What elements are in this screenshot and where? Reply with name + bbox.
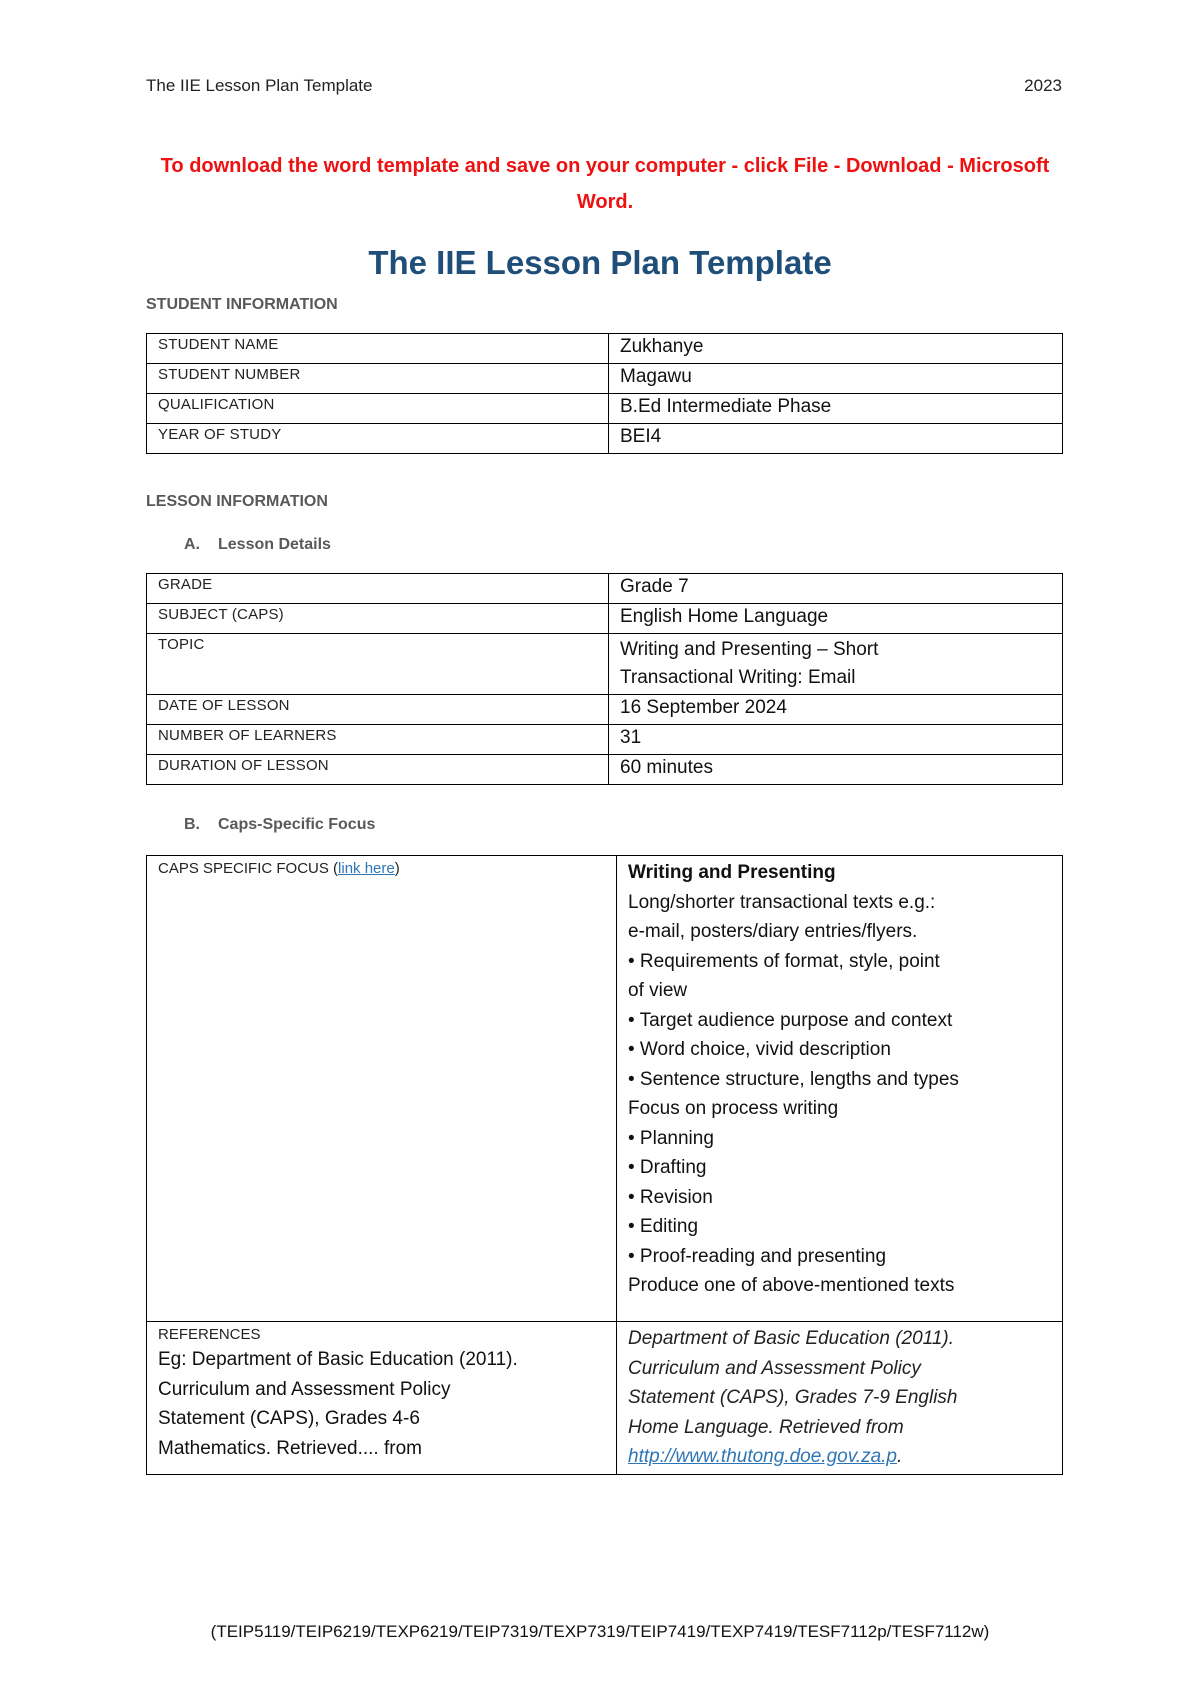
caps-line: of view	[628, 980, 688, 1001]
grade-value: Grade 7	[609, 574, 1063, 604]
table-row	[147, 1322, 1063, 1475]
references-label-cell	[147, 1322, 617, 1475]
reference-example-line: Curriculum and Assessment Policy	[158, 1378, 451, 1400]
date-label: DATE OF LESSON	[147, 695, 609, 725]
table-row	[147, 725, 1063, 755]
reference-line: Home Language. Retrieved from	[628, 1416, 904, 1438]
page-header	[146, 76, 1062, 96]
table-row	[147, 574, 1063, 604]
table-row	[147, 755, 1063, 785]
reference-line: Curriculum and Assessment Policy	[628, 1357, 921, 1379]
caps-line: • Revision	[628, 1186, 713, 1208]
table-row	[147, 604, 1063, 634]
table-row	[147, 334, 1063, 364]
student-info-heading: STUDENT INFORMATION	[146, 296, 338, 313]
student-info-table	[146, 333, 1063, 454]
caps-line: • Requirements of format, style, point	[628, 950, 940, 972]
caps-line: • Word choice, vivid description	[628, 1039, 891, 1060]
subject-label: SUBJECT (CAPS)	[147, 604, 609, 634]
course-codes-footer: (TEIP5119/TEIP6219/TEXP6219/TEIP7319/TEXP7319/TEIP7419/TEXP7419/TESF7112p/TESF7112w)	[210, 1622, 990, 1641]
caps-focus-heading-text: Writing and Presenting	[628, 862, 836, 883]
student-number-label: STUDENT NUMBER	[147, 364, 609, 394]
download-notice: To download the word template and save on your computer - click File - Download - Microsoft Word.	[160, 155, 1050, 213]
student-name-label: STUDENT NAME	[147, 334, 609, 364]
lesson-info-heading: LESSON INFORMATION	[146, 493, 328, 510]
caps-focus-value	[617, 856, 1063, 1322]
reference-line: Statement (CAPS), Grades 7-9 English	[628, 1387, 958, 1408]
qualification-label: QUALIFICATION	[147, 394, 609, 424]
caps-focus-label: CAPS SPECIFIC FOCUS (	[158, 860, 339, 877]
caps-line: • Drafting	[628, 1157, 707, 1178]
caps-line: • Sentence structure, lengths and types	[628, 1068, 959, 1090]
subject-value: English Home Language	[609, 604, 1063, 634]
lesson-details-table	[146, 573, 1063, 785]
table-row	[147, 364, 1063, 394]
topic-line: Transactional Writing: Email	[620, 667, 856, 688]
topic-line: Writing and Presenting – Short	[620, 639, 879, 660]
topic-value	[609, 634, 1063, 695]
topic-label: TOPIC	[147, 634, 609, 695]
references-example	[158, 1345, 606, 1463]
caps-line: Long/shorter transactional texts e.g.:	[628, 891, 936, 913]
reference-example-line: Eg: Department of Basic Education (2011).	[158, 1349, 518, 1370]
student-name-value: Zukhanye	[609, 334, 1063, 364]
qualification-value: B.Ed Intermediate Phase	[609, 394, 1063, 424]
reference-url-line	[628, 1442, 1052, 1472]
header-title: The IIE Lesson Plan Template	[146, 76, 373, 95]
table-row	[147, 695, 1063, 725]
header-year: 2023	[1024, 76, 1062, 95]
table-row	[147, 424, 1063, 454]
caps-focus-label-cell	[147, 856, 617, 1322]
caps-line: • Target audience purpose and context	[628, 1009, 953, 1031]
duration-label: DURATION OF LESSON	[147, 755, 609, 785]
reference-example-line: Statement (CAPS), Grades 4-6	[158, 1408, 420, 1429]
reference-line: Department of Basic Education (2011).	[628, 1328, 954, 1349]
reference-example-line: Mathematics. Retrieved.... from	[158, 1437, 422, 1459]
section-letter: A.	[184, 536, 200, 553]
student-number-value: Magawu	[609, 364, 1063, 394]
year-of-study-value: BEI4	[609, 424, 1063, 454]
caps-line: Produce one of above-mentioned texts	[628, 1275, 955, 1296]
section-letter: B.	[184, 816, 200, 833]
caps-focus-heading	[184, 816, 375, 834]
caps-line: Focus on process writing	[628, 1098, 839, 1119]
table-row	[147, 634, 1063, 695]
section-title: Caps-Specific Focus	[218, 816, 376, 833]
document-title: The IIE Lesson Plan Template	[368, 244, 832, 281]
grade-label: GRADE	[147, 574, 609, 604]
caps-focus-label-suffix: )	[394, 860, 400, 877]
caps-focus-table	[146, 855, 1063, 1475]
caps-line: • Planning	[628, 1127, 714, 1149]
table-row	[147, 394, 1063, 424]
year-of-study-label: YEAR OF STUDY	[147, 424, 609, 454]
caps-line: • Editing	[628, 1216, 699, 1237]
reference-url-link[interactable]: http://www.thutong.doe.gov.za.p	[628, 1446, 897, 1467]
learners-label: NUMBER OF LEARNERS	[147, 725, 609, 755]
duration-value: 60 minutes	[609, 755, 1063, 785]
caps-link[interactable]: link here	[338, 860, 395, 877]
section-title: Lesson Details	[218, 536, 331, 553]
reference-url-suffix: .	[897, 1446, 903, 1467]
caps-line: • Proof-reading and presenting	[628, 1245, 887, 1267]
date-value: 16 September 2024	[609, 695, 1063, 725]
learners-value: 31	[609, 725, 1063, 755]
references-label: REFERENCES	[158, 1326, 261, 1343]
lesson-details-heading	[184, 536, 331, 554]
references-value	[617, 1322, 1063, 1475]
caps-line: e-mail, posters/diary entries/flyers.	[628, 921, 918, 942]
table-row	[147, 856, 1063, 1322]
